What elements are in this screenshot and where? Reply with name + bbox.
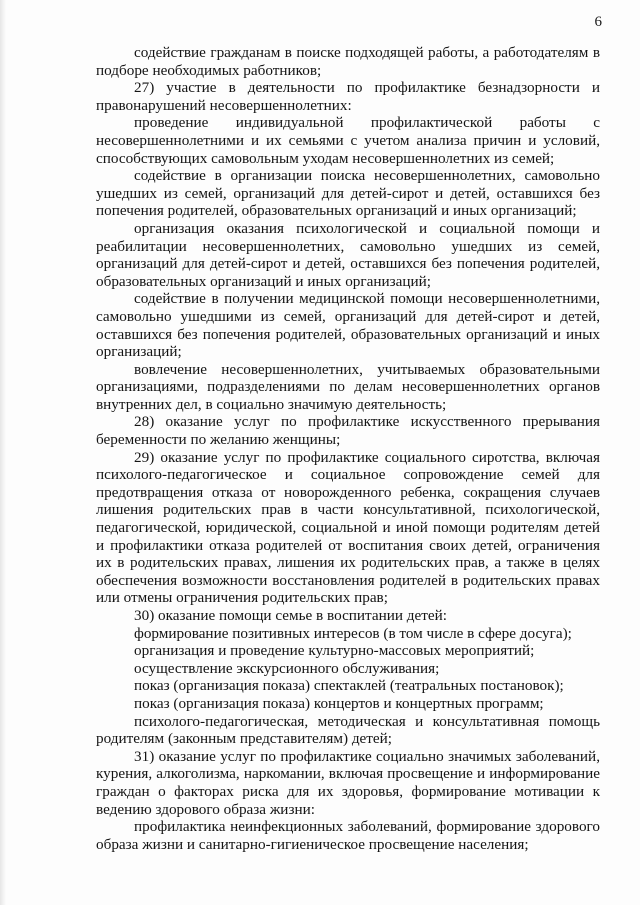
paragraph: показ (организация показа) концертов и концертных программ; <box>134 694 544 712</box>
paragraph: 29) оказание услуг по профилактике социального сиротства, включая психолого-педагогическое и социальное сопровождение семей для предотвращения отказа от новорожденного ребенка, сокращения случаев лишения родительских прав в части консультативной, психологической, педагогической, юридической, социальной и иной помощи родителям детей и профилактики отказа родителей от воспитания своих детей, ограничения их в родительских правах, лишения их родительских прав, а также в целях обеспечения возможности восстановления родителей в родительских правах или отмены ограничения родительских прав; <box>96 448 600 607</box>
paragraph: 28) оказание услуг по профилактике искусственного прерывания беременности по желанию женщины; <box>96 413 600 449</box>
paragraph: показ (организация показа) спектаклей (театральных постановок); <box>134 677 564 695</box>
paragraph: содействие гражданам в поиске подходящей работы, а работодателям в подборе необходимых работников; <box>96 44 600 79</box>
paragraph: содействие в организации поиска несовершеннолетних, самовольно ушедших из семей, организаций для детей-сирот и детей, оставшихся без попечения родителей, образовательных организаций и иных организаций; <box>96 167 600 220</box>
paragraph: осуществление экскурсионного обслуживания; <box>134 659 440 677</box>
paragraph: профилактика неинфекционных заболеваний, формирование здорового образа жизни и санитарно-гигиеническое просвещение населения; <box>96 818 600 853</box>
document-body <box>96 44 600 853</box>
paragraph: содействие в получении медицинской помощи несовершеннолетними, самовольно ушедшими из семей, организаций для детей-сирот и детей, оставшихся без попечения родителей, образовательных организаций и иных организаций; <box>96 290 600 361</box>
paragraph: формирование позитивных интересов (в том числе в сфере досуга); <box>134 624 572 642</box>
paragraph: проведение индивидуальной профилактической работы с несовершеннолетними и их семьями с учетом анализа причин и условий, способствующих самовольным уходам несовершеннолетних из семей; <box>96 114 600 167</box>
paragraph: 27) участие в деятельности по профилактике безнадзорности и правонарушений несовершеннолетних: <box>96 79 600 114</box>
paragraph: вовлечение несовершеннолетних, учитываемых образовательными организациями, подразделениями по делам несовершеннолетних органов внутренних дел, в социально значимую деятельность; <box>96 360 600 413</box>
scan-edge <box>0 0 6 905</box>
paragraph: психолого-педагогическая, методическая и консультативная помощь родителям (законным представителям) детей; <box>96 712 600 748</box>
paragraph: организация оказания психологической и социальной помощи и реабилитации несовершеннолетних, самовольно ушедших из семей, организаций для детей-сирот и детей, оставшихся без попечения родителей, образовательных организаций и иных организаций; <box>96 219 600 290</box>
page-number: 6 <box>594 14 602 30</box>
paragraph: 31) оказание услуг по профилактике социально значимых заболеваний, курения, алкоголизма, наркомании, включая просвещение и информирование граждан о факторах риска для их здоровья, формирование мотивации к ведению здорового образа жизни: <box>96 747 600 818</box>
paragraph: 30) оказание помощи семье в воспитании детей: <box>134 607 447 624</box>
paragraph: организация и проведение культурно-массовых мероприятий; <box>134 642 535 660</box>
